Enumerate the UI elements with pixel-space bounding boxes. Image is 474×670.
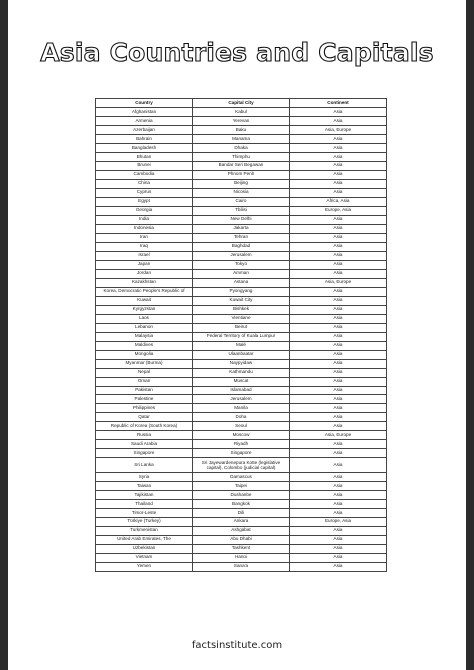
capital-cell: Ashgabat	[193, 526, 290, 535]
continent-cell: Asia	[290, 499, 387, 508]
country-cell: Jordan	[96, 269, 193, 278]
country-cell: Yemen	[96, 562, 193, 571]
capital-cell: Kathmandu	[193, 368, 290, 377]
capital-cell: Islamabad	[193, 386, 290, 395]
table-body	[96, 107, 387, 571]
table-row	[96, 481, 387, 490]
capital-cell: Damascus	[193, 472, 290, 481]
country-cell: Maldives	[96, 341, 193, 350]
capital-cell: Baghdad	[193, 242, 290, 251]
table-row	[96, 197, 387, 206]
continent-cell: Asia	[290, 269, 387, 278]
capital-cell: Dili	[193, 508, 290, 517]
header-country: Country	[96, 99, 193, 108]
page-title: Asia Countries and Capitals	[40, 38, 434, 67]
continent-cell: Asia, Europe	[290, 125, 387, 134]
country-cell: Israel	[96, 251, 193, 260]
country-cell: Nepal	[96, 368, 193, 377]
capital-cell: Phnom Penh	[193, 170, 290, 179]
continent-cell: Africa, Asia	[290, 197, 387, 206]
continent-cell: Asia	[290, 458, 387, 473]
country-cell: Malaysia	[96, 332, 193, 341]
continent-cell: Asia	[290, 535, 387, 544]
country-cell: United Arab Emirates, The	[96, 535, 193, 544]
continent-cell: Asia	[290, 251, 387, 260]
table-row	[96, 535, 387, 544]
country-cell: Türkiye (Turkey)	[96, 517, 193, 526]
capital-cell: Tehran	[193, 233, 290, 242]
continent-cell: Asia	[290, 305, 387, 314]
continent-cell: Asia	[290, 472, 387, 481]
table-row	[96, 296, 387, 305]
table-row	[96, 517, 387, 526]
table-row	[96, 449, 387, 458]
capital-cell: Beijing	[193, 179, 290, 188]
capital-cell: Baku	[193, 125, 290, 134]
table-row	[96, 233, 387, 242]
table-row	[96, 490, 387, 499]
table-row	[96, 526, 387, 535]
header-capital-city: Capital City	[193, 99, 290, 108]
capital-cell: Bishkek	[193, 305, 290, 314]
continent-cell: Asia	[290, 179, 387, 188]
continent-cell: Asia	[290, 350, 387, 359]
country-cell: Turkmenistan	[96, 526, 193, 535]
country-cell: Armenia	[96, 116, 193, 125]
continent-cell: Europe, Asia	[290, 206, 387, 215]
country-cell: Egypt	[96, 197, 193, 206]
country-cell: Afghanistan	[96, 107, 193, 116]
table-row	[96, 440, 387, 449]
countries-table	[95, 98, 387, 572]
capital-cell: New Delhi	[193, 215, 290, 224]
continent-cell: Asia	[290, 170, 387, 179]
country-cell: Kazakhstan	[96, 278, 193, 287]
country-cell: Philippines	[96, 404, 193, 413]
table-row	[96, 152, 387, 161]
continent-cell: Asia	[290, 413, 387, 422]
continent-cell: Europe, Asia	[290, 517, 387, 526]
table-row	[96, 143, 387, 152]
country-cell: Bhutan	[96, 152, 193, 161]
country-cell: Iraq	[96, 242, 193, 251]
table-row	[96, 395, 387, 404]
continent-cell: Asia	[290, 562, 387, 571]
capital-cell: Riyadh	[193, 440, 290, 449]
table-row	[96, 323, 387, 332]
capital-cell: Tashkent	[193, 544, 290, 553]
continent-cell: Asia	[290, 508, 387, 517]
table-row	[96, 544, 387, 553]
capital-cell: Ankara	[193, 517, 290, 526]
header-continent: Continent	[290, 99, 387, 108]
country-cell: Pakistan	[96, 386, 193, 395]
country-cell: Mongolia	[96, 350, 193, 359]
table-row	[96, 287, 387, 296]
continent-cell: Asia	[290, 377, 387, 386]
table-row	[96, 116, 387, 125]
country-cell: Singapore	[96, 449, 193, 458]
capital-cell: Pyongyang	[193, 287, 290, 296]
capital-cell: Malé	[193, 341, 290, 350]
country-cell: Timor-Leste	[96, 508, 193, 517]
capital-cell: Yerevan	[193, 116, 290, 125]
continent-cell: Asia	[290, 404, 387, 413]
country-cell: Taiwan	[96, 481, 193, 490]
country-cell: Thailand	[96, 499, 193, 508]
continent-cell: Asia	[290, 116, 387, 125]
table-row	[96, 251, 387, 260]
country-cell: Korea, Democratic People's Republic of	[96, 287, 193, 296]
table-row	[96, 188, 387, 197]
continent-cell: Asia	[290, 215, 387, 224]
capital-cell: Tbilisi	[193, 206, 290, 215]
continent-cell: Asia	[290, 481, 387, 490]
capital-cell: Jerusalem	[193, 395, 290, 404]
country-cell: Japan	[96, 260, 193, 269]
capital-cell: Astana	[193, 278, 290, 287]
table-row	[96, 206, 387, 215]
table-row	[96, 553, 387, 562]
table-row	[96, 305, 387, 314]
country-cell: Brunei	[96, 161, 193, 170]
continent-cell: Asia	[290, 323, 387, 332]
continent-cell: Asia	[290, 553, 387, 562]
continent-cell: Asia	[290, 224, 387, 233]
continent-cell: Asia	[290, 449, 387, 458]
table-row	[96, 368, 387, 377]
continent-cell: Asia	[290, 107, 387, 116]
capital-cell: Abu Dhabi	[193, 535, 290, 544]
table-row	[96, 404, 387, 413]
capital-cell: Hanoi	[193, 553, 290, 562]
country-cell: China	[96, 179, 193, 188]
capital-cell: Taipei	[193, 481, 290, 490]
table-row	[96, 386, 387, 395]
table-row	[96, 341, 387, 350]
capital-cell: Doha	[193, 413, 290, 422]
continent-cell: Asia	[290, 386, 387, 395]
capital-cell: Jakarta	[193, 224, 290, 233]
table-row	[96, 125, 387, 134]
continent-cell: Asia	[290, 359, 387, 368]
table-row	[96, 431, 387, 440]
continent-cell: Asia	[290, 188, 387, 197]
country-cell: Tajikistan	[96, 490, 193, 499]
continent-cell: Asia	[290, 440, 387, 449]
capital-cell: Muscat	[193, 377, 290, 386]
table-row	[96, 170, 387, 179]
capital-cell: Manila	[193, 404, 290, 413]
continent-cell: Asia	[290, 161, 387, 170]
capital-cell: Vientiane	[193, 314, 290, 323]
capital-cell: Bangkok	[193, 499, 290, 508]
table-row	[96, 314, 387, 323]
table-row	[96, 458, 387, 473]
continent-cell: Asia	[290, 152, 387, 161]
country-cell: Cyprus	[96, 188, 193, 197]
country-cell: Georgia	[96, 206, 193, 215]
continent-cell: Asia	[290, 242, 387, 251]
table-row	[96, 161, 387, 170]
table-row	[96, 215, 387, 224]
table-row	[96, 332, 387, 341]
table-row	[96, 350, 387, 359]
table-row	[96, 472, 387, 481]
continent-cell: Asia	[290, 490, 387, 499]
table-row	[96, 260, 387, 269]
continent-cell: Asia	[290, 314, 387, 323]
continent-cell: Asia	[290, 233, 387, 242]
country-cell: Qatar	[96, 413, 193, 422]
capital-cell: Amman	[193, 269, 290, 278]
capital-cell: Tokyo	[193, 260, 290, 269]
capital-cell: Kabul	[193, 107, 290, 116]
capital-cell: Moscow	[193, 431, 290, 440]
continent-cell: Asia	[290, 341, 387, 350]
country-cell: Sri Lanka	[96, 458, 193, 473]
table-row	[96, 422, 387, 431]
document-page	[8, 0, 466, 670]
capital-cell: Bandar Seri Begawan	[193, 161, 290, 170]
capital-cell: Jerusalem	[193, 251, 290, 260]
table-row	[96, 134, 387, 143]
table-row	[96, 359, 387, 368]
country-cell: Lebanon	[96, 323, 193, 332]
capital-cell: Seoul	[193, 422, 290, 431]
continent-cell: Asia	[290, 422, 387, 431]
country-cell: Iran	[96, 233, 193, 242]
country-cell: Saudi Arabia	[96, 440, 193, 449]
capital-cell: Thimphu	[193, 152, 290, 161]
continent-cell: Asia	[290, 287, 387, 296]
continent-cell: Asia	[290, 143, 387, 152]
capital-cell: Ulaanbaatar	[193, 350, 290, 359]
capital-cell: Beirut	[193, 323, 290, 332]
continent-cell: Asia	[290, 296, 387, 305]
table-row	[96, 499, 387, 508]
table-row	[96, 278, 387, 287]
capital-cell: Dushanbe	[193, 490, 290, 499]
capital-cell: Cairo	[193, 197, 290, 206]
country-cell: Bahrain	[96, 134, 193, 143]
country-cell: Vietnam	[96, 553, 193, 562]
continent-cell: Asia	[290, 544, 387, 553]
capital-cell: Sana'a	[193, 562, 290, 571]
table-row	[96, 413, 387, 422]
country-cell: Republic of Korea (South Korea)	[96, 422, 193, 431]
continent-cell: Asia	[290, 134, 387, 143]
table-row	[96, 242, 387, 251]
country-cell: Azerbaijan	[96, 125, 193, 134]
continent-cell: Asia, Europe	[290, 278, 387, 287]
table-row	[96, 179, 387, 188]
table-row	[96, 508, 387, 517]
capital-cell: Sri Jayewardenepura Kotte (legislative capital), Colombo (judicial capital)	[193, 458, 290, 473]
country-cell: Cambodia	[96, 170, 193, 179]
country-cell: Indonesia	[96, 224, 193, 233]
capital-cell: Naypyidaw	[193, 359, 290, 368]
continent-cell: Asia	[290, 332, 387, 341]
country-cell: India	[96, 215, 193, 224]
footer-website: factsinstitute.com	[191, 640, 283, 651]
table-header-row	[96, 99, 387, 108]
country-cell: Oman	[96, 377, 193, 386]
country-cell: Russia	[96, 431, 193, 440]
table-row	[96, 377, 387, 386]
capital-cell: Federal Territory of Kuala Lumpur	[193, 332, 290, 341]
capital-cell: Dhaka	[193, 143, 290, 152]
capital-cell: Nicosia	[193, 188, 290, 197]
country-cell: Uzbekistan	[96, 544, 193, 553]
continent-cell: Asia	[290, 368, 387, 377]
continent-cell: Asia	[290, 395, 387, 404]
table-row	[96, 269, 387, 278]
continent-cell: Asia	[290, 260, 387, 269]
country-cell: Palestine	[96, 395, 193, 404]
table-row	[96, 107, 387, 116]
capital-cell: Kuwait City	[193, 296, 290, 305]
country-cell: Kyrgyzstan	[96, 305, 193, 314]
country-cell: Laos	[96, 314, 193, 323]
country-cell: Bangladesh	[96, 143, 193, 152]
continent-cell: Asia, Europe	[290, 431, 387, 440]
country-cell: Syria	[96, 472, 193, 481]
capital-cell: Singapore	[193, 449, 290, 458]
continent-cell: Asia	[290, 526, 387, 535]
capital-cell: Manama	[193, 134, 290, 143]
table-row	[96, 224, 387, 233]
country-cell: Myanmar (Burma)	[96, 359, 193, 368]
table-row	[96, 562, 387, 571]
country-cell: Kuwait	[96, 296, 193, 305]
